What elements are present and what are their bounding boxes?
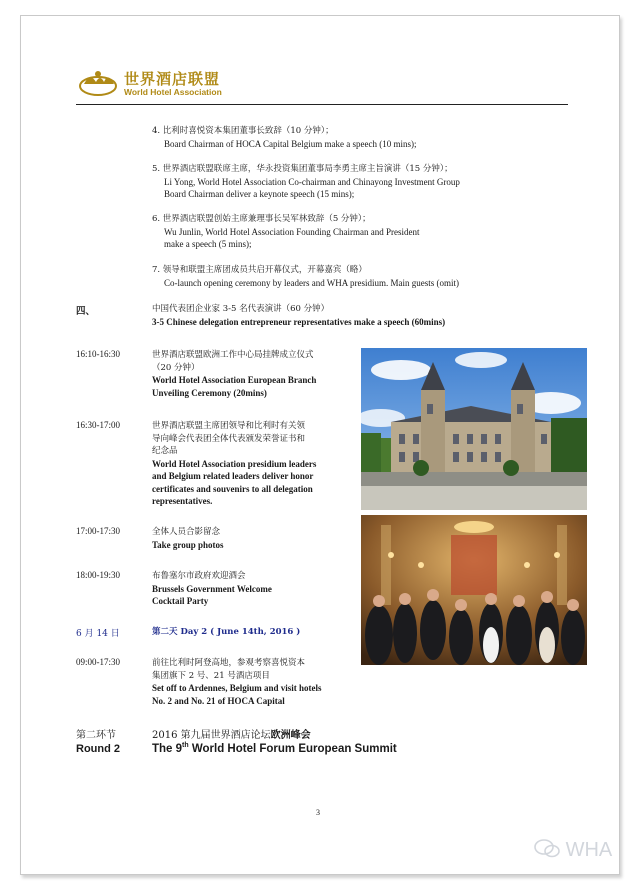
schedule-cn: 世界酒店联盟主席团领导和比利时有关领 (152, 421, 306, 431)
round-two-title-en-sup: th (182, 742, 189, 749)
agenda-item-7 (152, 264, 459, 289)
agenda-item-cn: 7. 领导和联盟主席团成员共启开幕仪式，开幕嘉宾（略） (152, 265, 367, 275)
page-number: 3 (316, 808, 320, 817)
wha-watermark (534, 838, 612, 862)
round-two-title-cn (152, 726, 311, 741)
schedule-item (152, 420, 357, 508)
logo-english-name: World Hotel Association (124, 87, 222, 97)
schedule-time: 16:10-16:30 (76, 349, 120, 359)
section-four-en: 3-5 Chinese delegation entrepreneur representatives make a speech (60mins) (152, 316, 446, 327)
schedule-cn: 导向峰会代表团全体代表颁发荣誉证书和 (152, 433, 306, 444)
schedule-cn: 布鲁塞尔市政府欢迎酒会 (152, 571, 246, 581)
wechat-icon (534, 838, 560, 858)
watermark-text: WHA (565, 839, 613, 861)
schedule-en: Set off to Ardennes, Belgium and visit hotels (152, 683, 322, 693)
agenda-item-cn: 5. 世界酒店联盟联席主席，华永投资集团董事局李勇主席主旨演讲（15 分钟）； (152, 164, 453, 174)
schedule-en: No. 2 and No. 21 of HOCA Capital (152, 695, 285, 706)
reception-photo (361, 515, 587, 665)
schedule-en: Brussels Government Welcome (152, 583, 272, 594)
day-two-title: 第二天 Day 2 ( June 14th, 2016 ) (152, 627, 301, 637)
chateau-photo (361, 348, 587, 510)
round-two-title-cn-plain: 2016 第九届世界酒店论坛 (152, 730, 271, 741)
agenda-item-en: Wu Junlin, World Hotel Association Founding Chairman and President (164, 226, 420, 237)
round-two-title-en-post: World Hotel Forum European Summit (188, 742, 397, 755)
agenda-item-en: Board Chairman of HOCA Capital Belgium make a speech (10 mins); (164, 138, 417, 149)
round-two-title-en-pre: The 9 (152, 742, 183, 755)
section-four-cn: 中国代表团企业家 3-5 名代表演讲（60 分钟） (152, 304, 330, 314)
schedule-en: representatives. (152, 496, 213, 506)
schedule-cn: 集团旗下 2 号、21 号酒店项目 (152, 670, 270, 681)
schedule-time: 18:00-19:30 (76, 570, 120, 580)
agenda-item-cn: 4. 比利时喜悦资本集团董事长致辞（10 分钟）； (152, 126, 334, 136)
round-two-label-cn: 第二环节 (76, 730, 116, 741)
agenda-item-cn: 6. 世界酒店联盟创始主席兼理事长吴军林致辞（5 分钟）； (152, 214, 371, 224)
day-two-date: 6 月 14 日 (76, 629, 120, 639)
agenda-item-en: Board Chairman deliver a keynote speech (15 mins); (164, 189, 355, 199)
schedule-cn: （20 分钟） (152, 362, 200, 373)
schedule-en: Unveiling Ceremony (20mins) (152, 387, 267, 398)
schedule-en: and Belgium related leaders deliver honor (152, 471, 314, 481)
section-four-label: 四、 (76, 306, 96, 317)
schedule-item (152, 657, 367, 707)
agenda-item-en: Li Yong, World Hotel Association Co-chairman and Chinayong Investment Group (164, 176, 460, 187)
section-four-text (152, 303, 445, 328)
wha-logo-icon (76, 66, 120, 98)
round-two-title-cn-bold: 欧洲峰会 (270, 730, 311, 741)
schedule-item (152, 570, 357, 608)
agenda-item-en: make a speech (5 mins); (164, 239, 252, 249)
schedule-en: Cocktail Party (152, 596, 209, 606)
logo-chinese-name: 世界酒店联盟 (124, 70, 221, 88)
schedule-item (152, 349, 357, 399)
schedule-cn: 前往比利时阿登高地，参观考察喜悦资本 (152, 658, 306, 668)
schedule-time: 09:00-17:30 (76, 657, 120, 667)
round-two-label-en: Round 2 (76, 743, 120, 755)
schedule-cn: 纪念品 (152, 446, 178, 456)
schedule-item (152, 526, 357, 551)
schedule-time: 17:00-17:30 (76, 526, 120, 536)
page-header (76, 66, 568, 105)
agenda-item-4 (152, 125, 416, 150)
schedule-en: certificates and souvenirs to all delegation (152, 483, 313, 494)
schedule-time: 16:30-17:00 (76, 420, 120, 430)
schedule-cn: 世界酒店联盟欧洲工作中心局挂牌成立仪式 (152, 350, 314, 360)
round-two-title-en (152, 742, 397, 755)
agenda-item-6 (152, 213, 419, 251)
agenda-item-en: Co-launch opening ceremony by leaders and WHA presidium. Main guests (omit) (164, 277, 460, 288)
schedule-en: World Hotel Association European Branch (152, 375, 317, 385)
schedule-en: World Hotel Association presidium leaders (152, 458, 317, 469)
agenda-item-5 (152, 163, 460, 201)
schedule-cn: 全体人员合影留念 (152, 527, 221, 537)
schedule-en: Take group photos (152, 539, 224, 550)
